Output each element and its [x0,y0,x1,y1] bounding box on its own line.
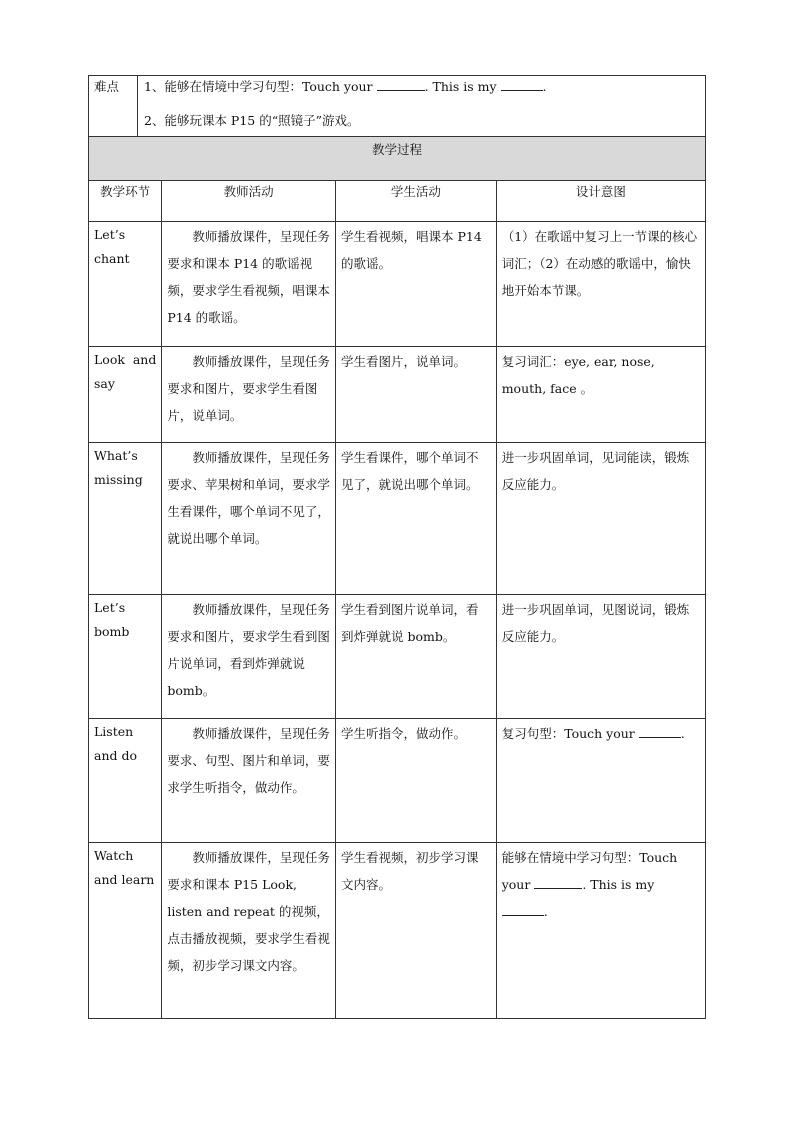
difficulty-point-2: 2、能够玩课本 P15 的“照镜子”游戏。 [144,113,360,128]
teacher-activity-cell: 教师播放课件，呈现任务要求、句型、图片和单词，要求学生听指令，做动作。 [162,719,336,843]
teacher-activity-cell: 教师播放课件，呈现任务要求和课本 P14 的歌谣视频，要求学生看视频，唱课本 P14 的歌谣。 [162,222,336,347]
stage-cell: Let’s bomb [89,595,162,719]
blank-line [502,903,544,916]
lesson-plan-page [88,75,706,1019]
purpose-cell: 进一步巩固单词，见词能读，锻炼反应能力。 [496,443,705,595]
stage-cell: What’s missing [89,443,162,595]
purpose-cell: 能够在情境中学习句型：Touch your . This is my . [496,843,705,1019]
difficulty-content [138,76,706,137]
table-row [89,222,706,347]
table-row [89,843,706,1019]
purpose-cell: 进一步巩固单词，见图说词，锻炼反应能力。 [496,595,705,719]
stage-cell: Listen and do [89,719,162,843]
teacher-activity-cell: 教师播放课件，呈现任务要求和图片，要求学生看图片，说单词。 [162,347,336,443]
table-row [89,719,706,843]
table-row [89,443,706,595]
student-activity-cell: 学生看图片，说单词。 [336,347,497,443]
teacher-activity-cell: 教师播放课件，呈现任务要求、苹果树和单词，要求学生看课件，哪个单词不见了，就说出哪个单词。 [162,443,336,595]
header-student: 学生活动 [336,181,497,222]
stage-cell: Watch and learn [89,843,162,1019]
teacher-activity-cell: 教师播放课件，呈现任务要求和图片，要求学生看到图片说单词，看到炸弹就说 bomb。 [162,595,336,719]
purpose-cell: 复习词汇：eye, ear, nose, mouth, face 。 [496,347,705,443]
teaching-process-table [88,136,706,1019]
teacher-activity-cell: 教师播放课件，呈现任务要求和课本 P15 Look, listen and repeat 的视频，点击播放视频，要求学生看视频，初步学习课文内容。 [162,843,336,1019]
header-stage: 教学环节 [89,181,162,222]
table-row [89,595,706,719]
student-activity-cell: 学生看到图片说单词，看到炸弹就说 bomb。 [336,595,497,719]
stage-cell: Look and say [89,347,162,443]
student-activity-cell: 学生看视频，初步学习课文内容。 [336,843,497,1019]
purpose-cell: （1）在歌谣中复习上一节课的核心词汇；（2）在动感的歌谣中，愉快地开始本节课。 [496,222,705,347]
blank-line [534,876,582,889]
blank-line [501,78,543,91]
purpose-cell: 复习句型：Touch your . [496,719,705,843]
blank-line [639,725,681,738]
student-activity-cell: 学生听指令，做动作。 [336,719,497,843]
blank-line [377,78,425,91]
difficulty-point-1: 1、能够在情境中学习句型：Touch your . This is my . [144,79,547,94]
stage-cell: Let’s chant [89,222,162,347]
student-activity-cell: 学生看课件，哪个单词不见了，就说出哪个单词。 [336,443,497,595]
header-purpose: 设计意图 [496,181,705,222]
header-teacher: 教师活动 [162,181,336,222]
student-activity-cell: 学生看视频，唱课本 P14 的歌谣。 [336,222,497,347]
table-row [89,347,706,443]
difficulty-label: 难点 [89,76,138,137]
difficulty-table [88,75,706,137]
process-title: 教学过程 [89,137,706,181]
